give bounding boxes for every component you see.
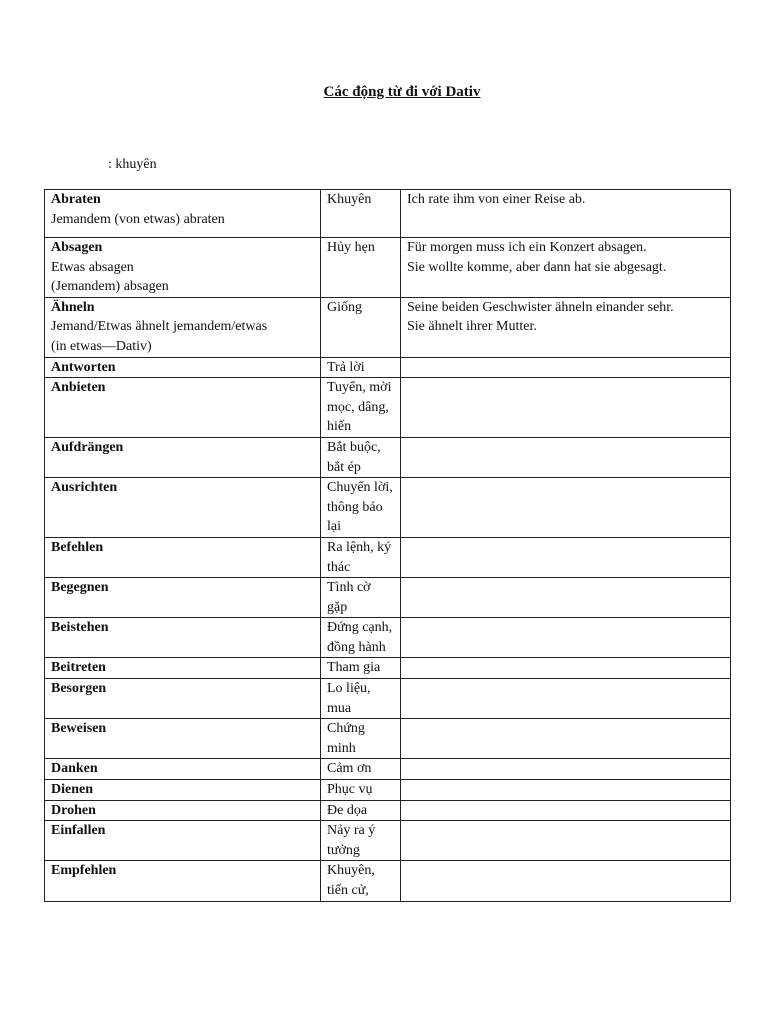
- example-sentence: Sie wollte komme, aber dann hat sie abgesagt.: [407, 259, 667, 275]
- example-cell: [401, 780, 731, 801]
- verb-name: Empfehlen: [51, 863, 117, 879]
- meaning-cell: Khuyên, tiến cử,: [321, 861, 401, 901]
- table-row: [45, 861, 731, 901]
- verb-name: Ähneln: [51, 299, 95, 315]
- verb-cell: [45, 190, 321, 238]
- verb-cell: [45, 357, 321, 378]
- verb-cell: [45, 437, 321, 477]
- meaning-cell: Đe dọa: [321, 800, 401, 821]
- page-title: Các động từ đi với Dativ: [323, 84, 481, 100]
- table-row: [45, 780, 731, 801]
- table-row: [45, 378, 731, 438]
- table-row: [45, 537, 731, 577]
- example-cell: [401, 719, 731, 759]
- table-row: [45, 800, 731, 821]
- table-row: [45, 658, 731, 679]
- meaning-cell: Chứng minh: [321, 719, 401, 759]
- meaning-cell: Cảm ơn: [321, 759, 401, 780]
- verb-name: Antworten: [51, 359, 116, 375]
- verb-usage: (in etwas—Dativ): [51, 338, 152, 354]
- verb-cell: [45, 759, 321, 780]
- verb-name: Drohen: [51, 802, 96, 818]
- verb-name: Beitreten: [51, 660, 106, 676]
- meaning-cell: Giống: [321, 297, 401, 357]
- verb-name: Aufdrängen: [51, 439, 124, 455]
- intro-line: : khuyên: [108, 157, 157, 172]
- meaning-cell: Đứng cạnh, đồng hành: [321, 618, 401, 658]
- table-row: [45, 357, 731, 378]
- verb-cell: [45, 537, 321, 577]
- verb-cell: [45, 238, 321, 298]
- example-cell: [401, 437, 731, 477]
- example-cell: [401, 821, 731, 861]
- meaning-cell: Chuyển lời, thông báo lại: [321, 478, 401, 538]
- example-cell: [401, 357, 731, 378]
- verb-name: Beistehen: [51, 620, 109, 636]
- verb-table-body: [45, 190, 731, 902]
- table-row: [45, 190, 731, 238]
- example-cell: [401, 800, 731, 821]
- example-cell: [401, 238, 731, 298]
- verb-usage: Jemandem (von etwas) abraten: [51, 211, 225, 227]
- verb-cell: [45, 780, 321, 801]
- example-cell: [401, 378, 731, 438]
- table-row: [45, 238, 731, 298]
- table-row: [45, 759, 731, 780]
- example-cell: [401, 478, 731, 538]
- example-cell: [401, 537, 731, 577]
- example-cell: [401, 759, 731, 780]
- example-cell: [401, 618, 731, 658]
- table-row: [45, 297, 731, 357]
- verb-name: Einfallen: [51, 823, 106, 839]
- verb-usage: (Jemandem) absagen: [51, 279, 169, 295]
- verb-name: Beweisen: [51, 721, 107, 737]
- dativ-verbs-table: [44, 189, 731, 902]
- meaning-cell: Phục vụ: [321, 780, 401, 801]
- example-cell: [401, 861, 731, 901]
- verb-name: Dienen: [51, 782, 93, 798]
- meaning-cell: Ra lệnh, ký thác: [321, 537, 401, 577]
- example-sentence: Ich rate ihm von einer Reise ab.: [407, 192, 586, 207]
- table-row: [45, 578, 731, 618]
- meaning-cell: Hủy hẹn: [321, 238, 401, 298]
- verb-cell: [45, 618, 321, 658]
- table-row: [45, 437, 731, 477]
- example-cell: [401, 679, 731, 719]
- meaning-cell: Tham gia: [321, 658, 401, 679]
- table-row: [45, 618, 731, 658]
- verb-name: Anbieten: [51, 380, 106, 396]
- table-row: [45, 719, 731, 759]
- verb-name: Ausrichten: [51, 480, 118, 496]
- verb-name: Begegnen: [51, 580, 109, 596]
- meaning-cell: Khuyên: [321, 190, 401, 238]
- meaning-cell: Trả lời: [321, 357, 401, 378]
- example-sentence: Für morgen muss ich ein Konzert absagen.: [407, 240, 647, 255]
- example-cell: [401, 658, 731, 679]
- example-cell: [401, 297, 731, 357]
- verb-cell: [45, 861, 321, 901]
- verb-cell: [45, 578, 321, 618]
- verb-name: Befehlen: [51, 539, 104, 555]
- meaning-cell: Bắt buộc, bắt ép: [321, 437, 401, 477]
- table-row: [45, 478, 731, 538]
- verb-usage: Jemand/Etwas ähnelt jemandem/etwas: [51, 319, 268, 335]
- example-cell: [401, 578, 731, 618]
- verb-cell: [45, 478, 321, 538]
- verb-cell: [45, 679, 321, 719]
- table-row: [45, 821, 731, 861]
- table-row: [45, 679, 731, 719]
- verb-usage: Etwas absagen: [51, 259, 134, 275]
- meaning-cell: Tình cờ gặp: [321, 578, 401, 618]
- meaning-cell: Lo liệu, mua: [321, 679, 401, 719]
- meaning-cell: Tuyển, mời mọc, dâng, hiến: [321, 378, 401, 438]
- verb-name: Abraten: [51, 192, 101, 207]
- verb-cell: [45, 800, 321, 821]
- example-sentence: Sie ähnelt ihrer Mutter.: [407, 319, 537, 335]
- verb-name: Absagen: [51, 240, 103, 255]
- verb-cell: [45, 821, 321, 861]
- verb-cell: [45, 378, 321, 438]
- verb-cell: [45, 658, 321, 679]
- meaning-cell: Nảy ra ý tưởng: [321, 821, 401, 861]
- verb-name: Besorgen: [51, 681, 107, 697]
- verb-name: Danken: [51, 761, 98, 777]
- example-sentence: Seine beiden Geschwister ähneln einander sehr.: [407, 299, 674, 315]
- verb-cell: [45, 719, 321, 759]
- verb-cell: [45, 297, 321, 357]
- example-cell: [401, 190, 731, 238]
